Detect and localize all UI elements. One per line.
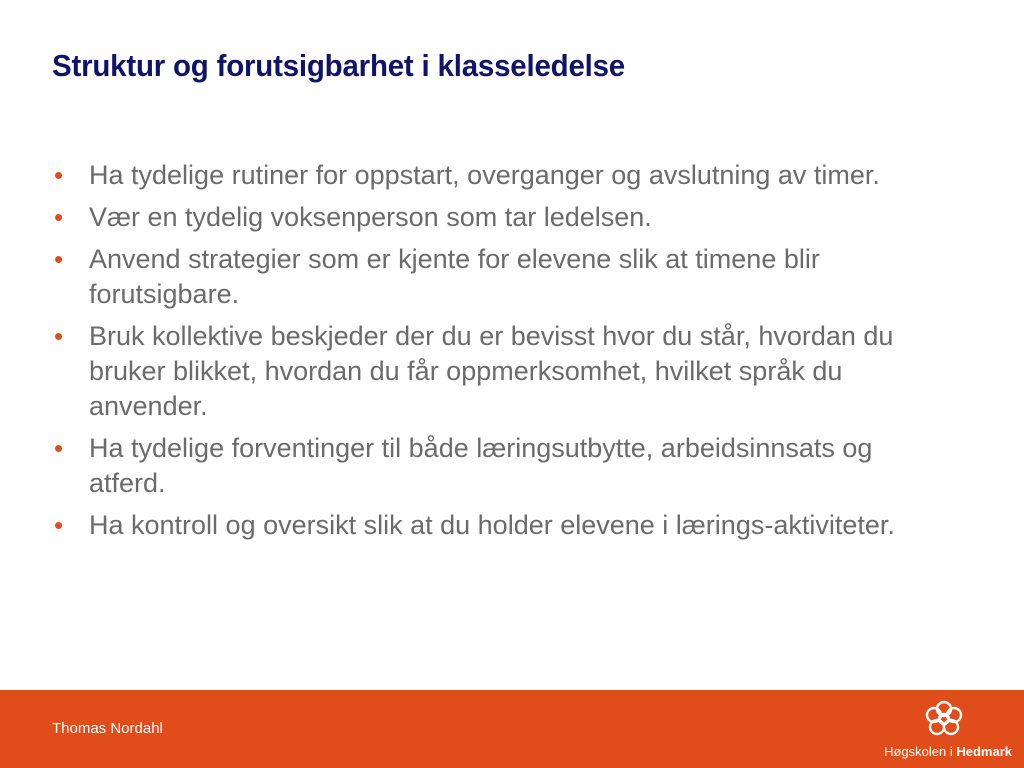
bullet-item bbox=[52, 158, 952, 193]
bullet-text: Ha kontroll og oversikt slik at du holder elevene i lærings-aktiviteter. bbox=[89, 510, 895, 540]
bullet-text: Bruk kollektive beskjeder der du er bevisst hvor du står, hvordan du bruker blikket, hvordan du får oppmerksomhet, hvilket språk du anvender. bbox=[89, 321, 894, 421]
bullet-item bbox=[52, 200, 952, 235]
bullet-dot-icon: • bbox=[54, 202, 64, 232]
bullet-dot-icon: • bbox=[54, 160, 64, 190]
slide-title: Struktur og forutsigbarhet i klasseledelse bbox=[52, 48, 625, 83]
bullet-item bbox=[52, 242, 952, 312]
logo-knot-icon bbox=[922, 700, 966, 740]
logo-wordmark bbox=[884, 744, 1012, 759]
footer-author: Thomas Nordahl bbox=[52, 720, 163, 737]
bullet-dot-icon: • bbox=[54, 244, 64, 274]
bullet-text: Ha tydelige rutiner for oppstart, overganger og avslutning av timer. bbox=[89, 160, 880, 190]
bullet-list bbox=[52, 158, 952, 550]
logo-text-bold: Hedmark bbox=[956, 744, 1012, 759]
bullet-text: Anvend strategier som er kjente for elevene slik at timene blir forutsigbare. bbox=[89, 244, 820, 309]
bullet-item bbox=[52, 508, 952, 543]
bullet-dot-icon: • bbox=[54, 321, 64, 351]
bullet-text: Vær en tydelig voksenperson som tar ledelsen. bbox=[89, 202, 652, 232]
bullet-item bbox=[52, 319, 952, 424]
logo-text-prefix: Høgskolen i bbox=[884, 744, 953, 759]
bullet-dot-icon: • bbox=[54, 433, 64, 463]
bullet-text: Ha tydelige forventinger til både læringsutbytte, arbeidsinnsats og atferd. bbox=[89, 433, 873, 498]
institution-logo bbox=[882, 700, 1012, 762]
bullet-item bbox=[52, 431, 952, 501]
footer-bar bbox=[0, 690, 1024, 768]
bullet-dot-icon: • bbox=[54, 510, 64, 540]
